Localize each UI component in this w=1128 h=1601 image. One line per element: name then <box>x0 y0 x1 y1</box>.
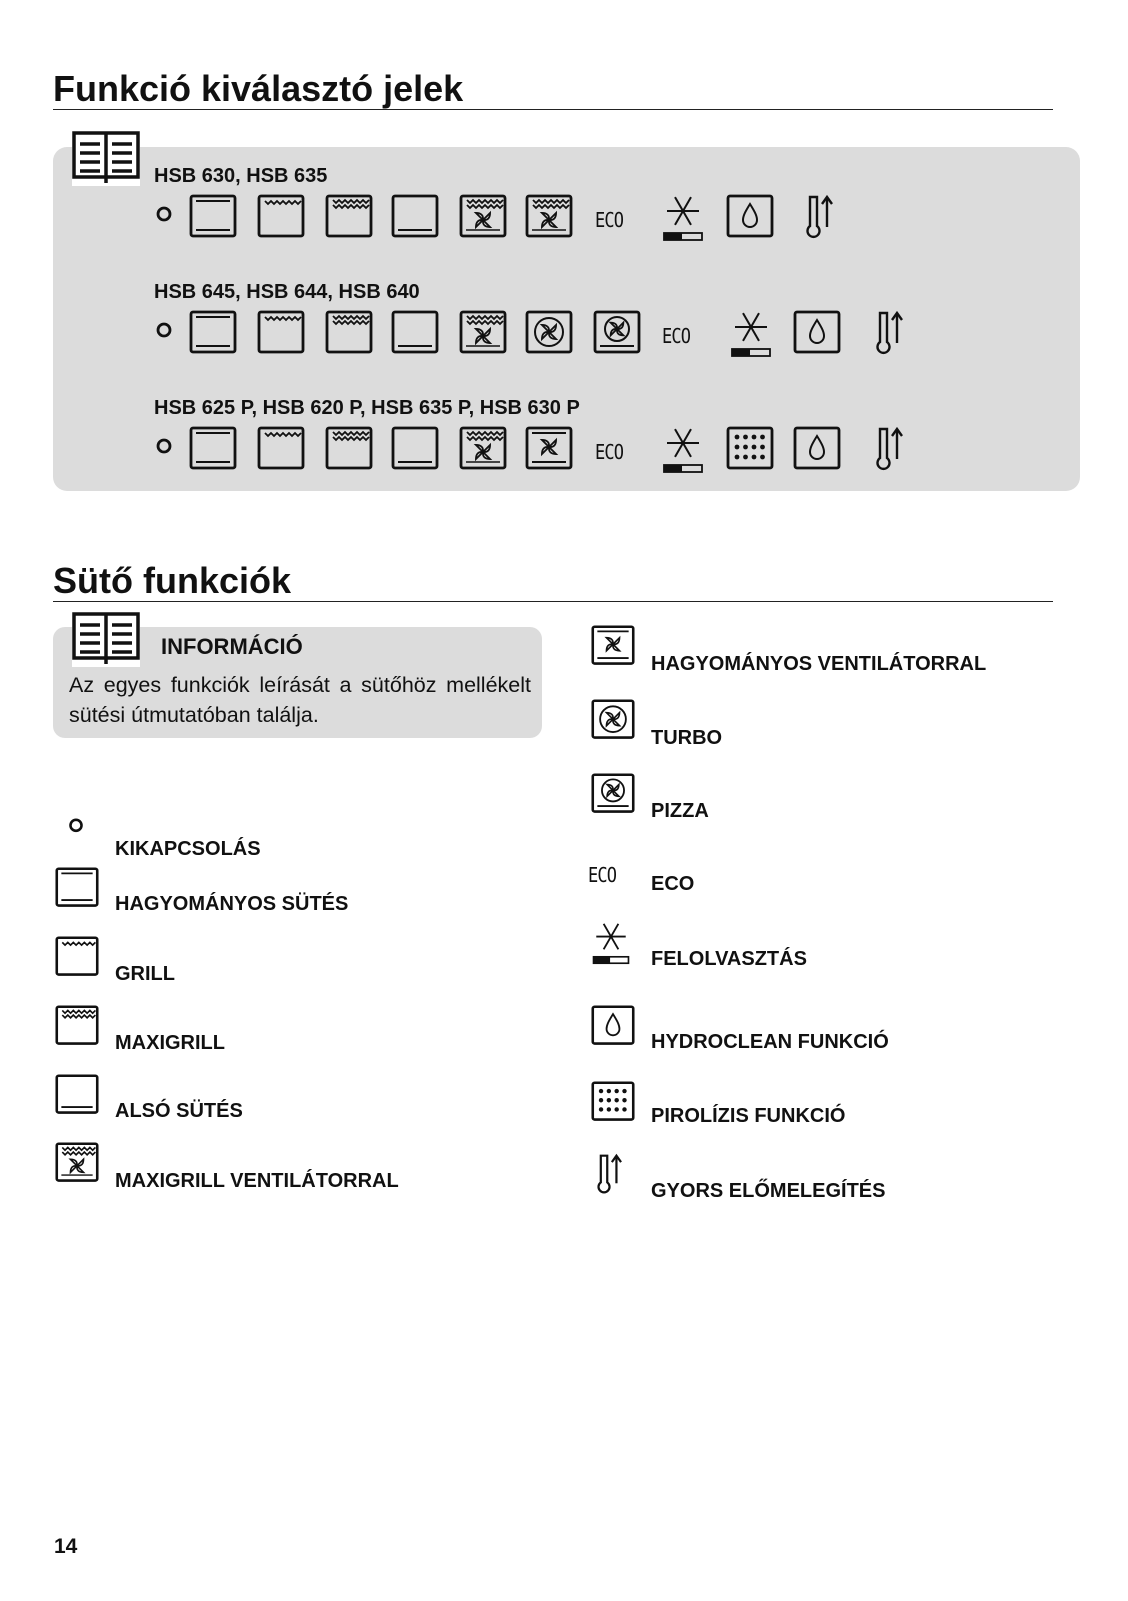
function-label: MAXIGRILL <box>115 1032 225 1054</box>
function-label: MAXIGRILL VENTILÁTORRAL <box>115 1170 399 1192</box>
defrost-icon <box>660 193 706 243</box>
defrost-icon <box>588 920 634 966</box>
function-label: HAGYOMÁNYOS SÜTÉS <box>115 893 349 915</box>
conventional-icon <box>188 309 238 359</box>
turbo-icon <box>588 698 638 744</box>
grill-icon <box>256 309 306 359</box>
conventional-fan-icon <box>588 624 638 670</box>
eco-icon: ECO <box>595 440 624 464</box>
function-label: PIZZA <box>651 800 709 822</box>
model-label: HSB 645, HSB 644, HSB 640 <box>154 281 420 303</box>
book-icon <box>72 612 140 667</box>
maxigrill-fan-icon <box>458 309 508 359</box>
grill-icon <box>256 425 306 475</box>
maxigrill-fan-icon <box>524 193 574 243</box>
function-label: HYDROCLEAN FUNKCIÓ <box>651 1031 889 1053</box>
maxigrill-icon <box>324 309 374 359</box>
bottom-heat-icon <box>52 1073 102 1119</box>
maxigrill-icon <box>324 425 374 475</box>
conventional-icon <box>188 425 238 475</box>
model-label: HSB 625 P, HSB 620 P, HSB 635 P, HSB 630 P <box>154 397 580 419</box>
function-label: GYORS ELŐMELEGÍTÉS <box>651 1180 886 1202</box>
info-text: Az egyes funkciók leírását a sütőhöz mellékelt sütési útmutatóban találja. <box>69 673 531 727</box>
function-label: ALSÓ SÜTÉS <box>115 1100 243 1122</box>
function-label: FELOLVASZTÁS <box>651 948 807 970</box>
eco-icon: ECO <box>588 863 617 887</box>
eco-icon: ECO <box>662 324 691 348</box>
defrost-icon <box>728 309 774 359</box>
function-label: KIKAPCSOLÁS <box>115 838 261 860</box>
maxigrill-fan-icon <box>458 193 508 243</box>
section-title: Sütő funkciók <box>53 561 1053 602</box>
fast-preheat-icon <box>868 425 912 475</box>
off-icon <box>62 806 90 852</box>
hydroclean-icon <box>792 309 842 359</box>
fast-preheat-icon <box>588 1152 632 1198</box>
page-title: Funkció kiválasztó jelek <box>53 69 1053 110</box>
conventional-fan-icon <box>524 425 574 475</box>
eco-icon: ECO <box>595 208 624 232</box>
turbo-icon <box>524 309 574 359</box>
function-label: HAGYOMÁNYOS VENTILÁTORRAL <box>651 653 987 675</box>
conventional-icon <box>52 866 102 912</box>
fast-preheat-icon <box>868 309 912 359</box>
bottom-heat-icon <box>390 193 440 243</box>
function-label: PIROLÍZIS FUNKCIÓ <box>651 1105 846 1127</box>
off-icon <box>150 425 178 475</box>
page-number: 14 <box>54 1535 78 1558</box>
maxigrill-icon <box>324 193 374 243</box>
conventional-icon <box>188 193 238 243</box>
function-label: GRILL <box>115 963 175 985</box>
hydroclean-icon <box>588 1004 638 1050</box>
maxigrill-icon <box>52 1004 102 1050</box>
grill-icon <box>52 935 102 981</box>
info-title: INFORMÁCIÓ <box>161 634 303 659</box>
off-icon <box>150 193 178 243</box>
book-icon <box>72 131 140 186</box>
grill-icon <box>256 193 306 243</box>
maxigrill-fan-icon <box>52 1141 102 1187</box>
bottom-heat-icon <box>390 309 440 359</box>
function-label: TURBO <box>651 727 723 749</box>
pyrolysis-icon <box>588 1080 638 1126</box>
hydroclean-icon <box>725 193 775 243</box>
pizza-icon <box>588 772 638 818</box>
pyrolysis-icon <box>725 425 775 475</box>
function-label: ECO <box>651 873 695 895</box>
defrost-icon <box>660 425 706 475</box>
pizza-icon <box>592 309 642 359</box>
maxigrill-fan-icon <box>458 425 508 475</box>
bottom-heat-icon <box>390 425 440 475</box>
fast-preheat-icon <box>798 193 842 243</box>
hydroclean-icon <box>792 425 842 475</box>
off-icon <box>150 309 178 359</box>
model-label: HSB 630, HSB 635 <box>154 165 328 187</box>
